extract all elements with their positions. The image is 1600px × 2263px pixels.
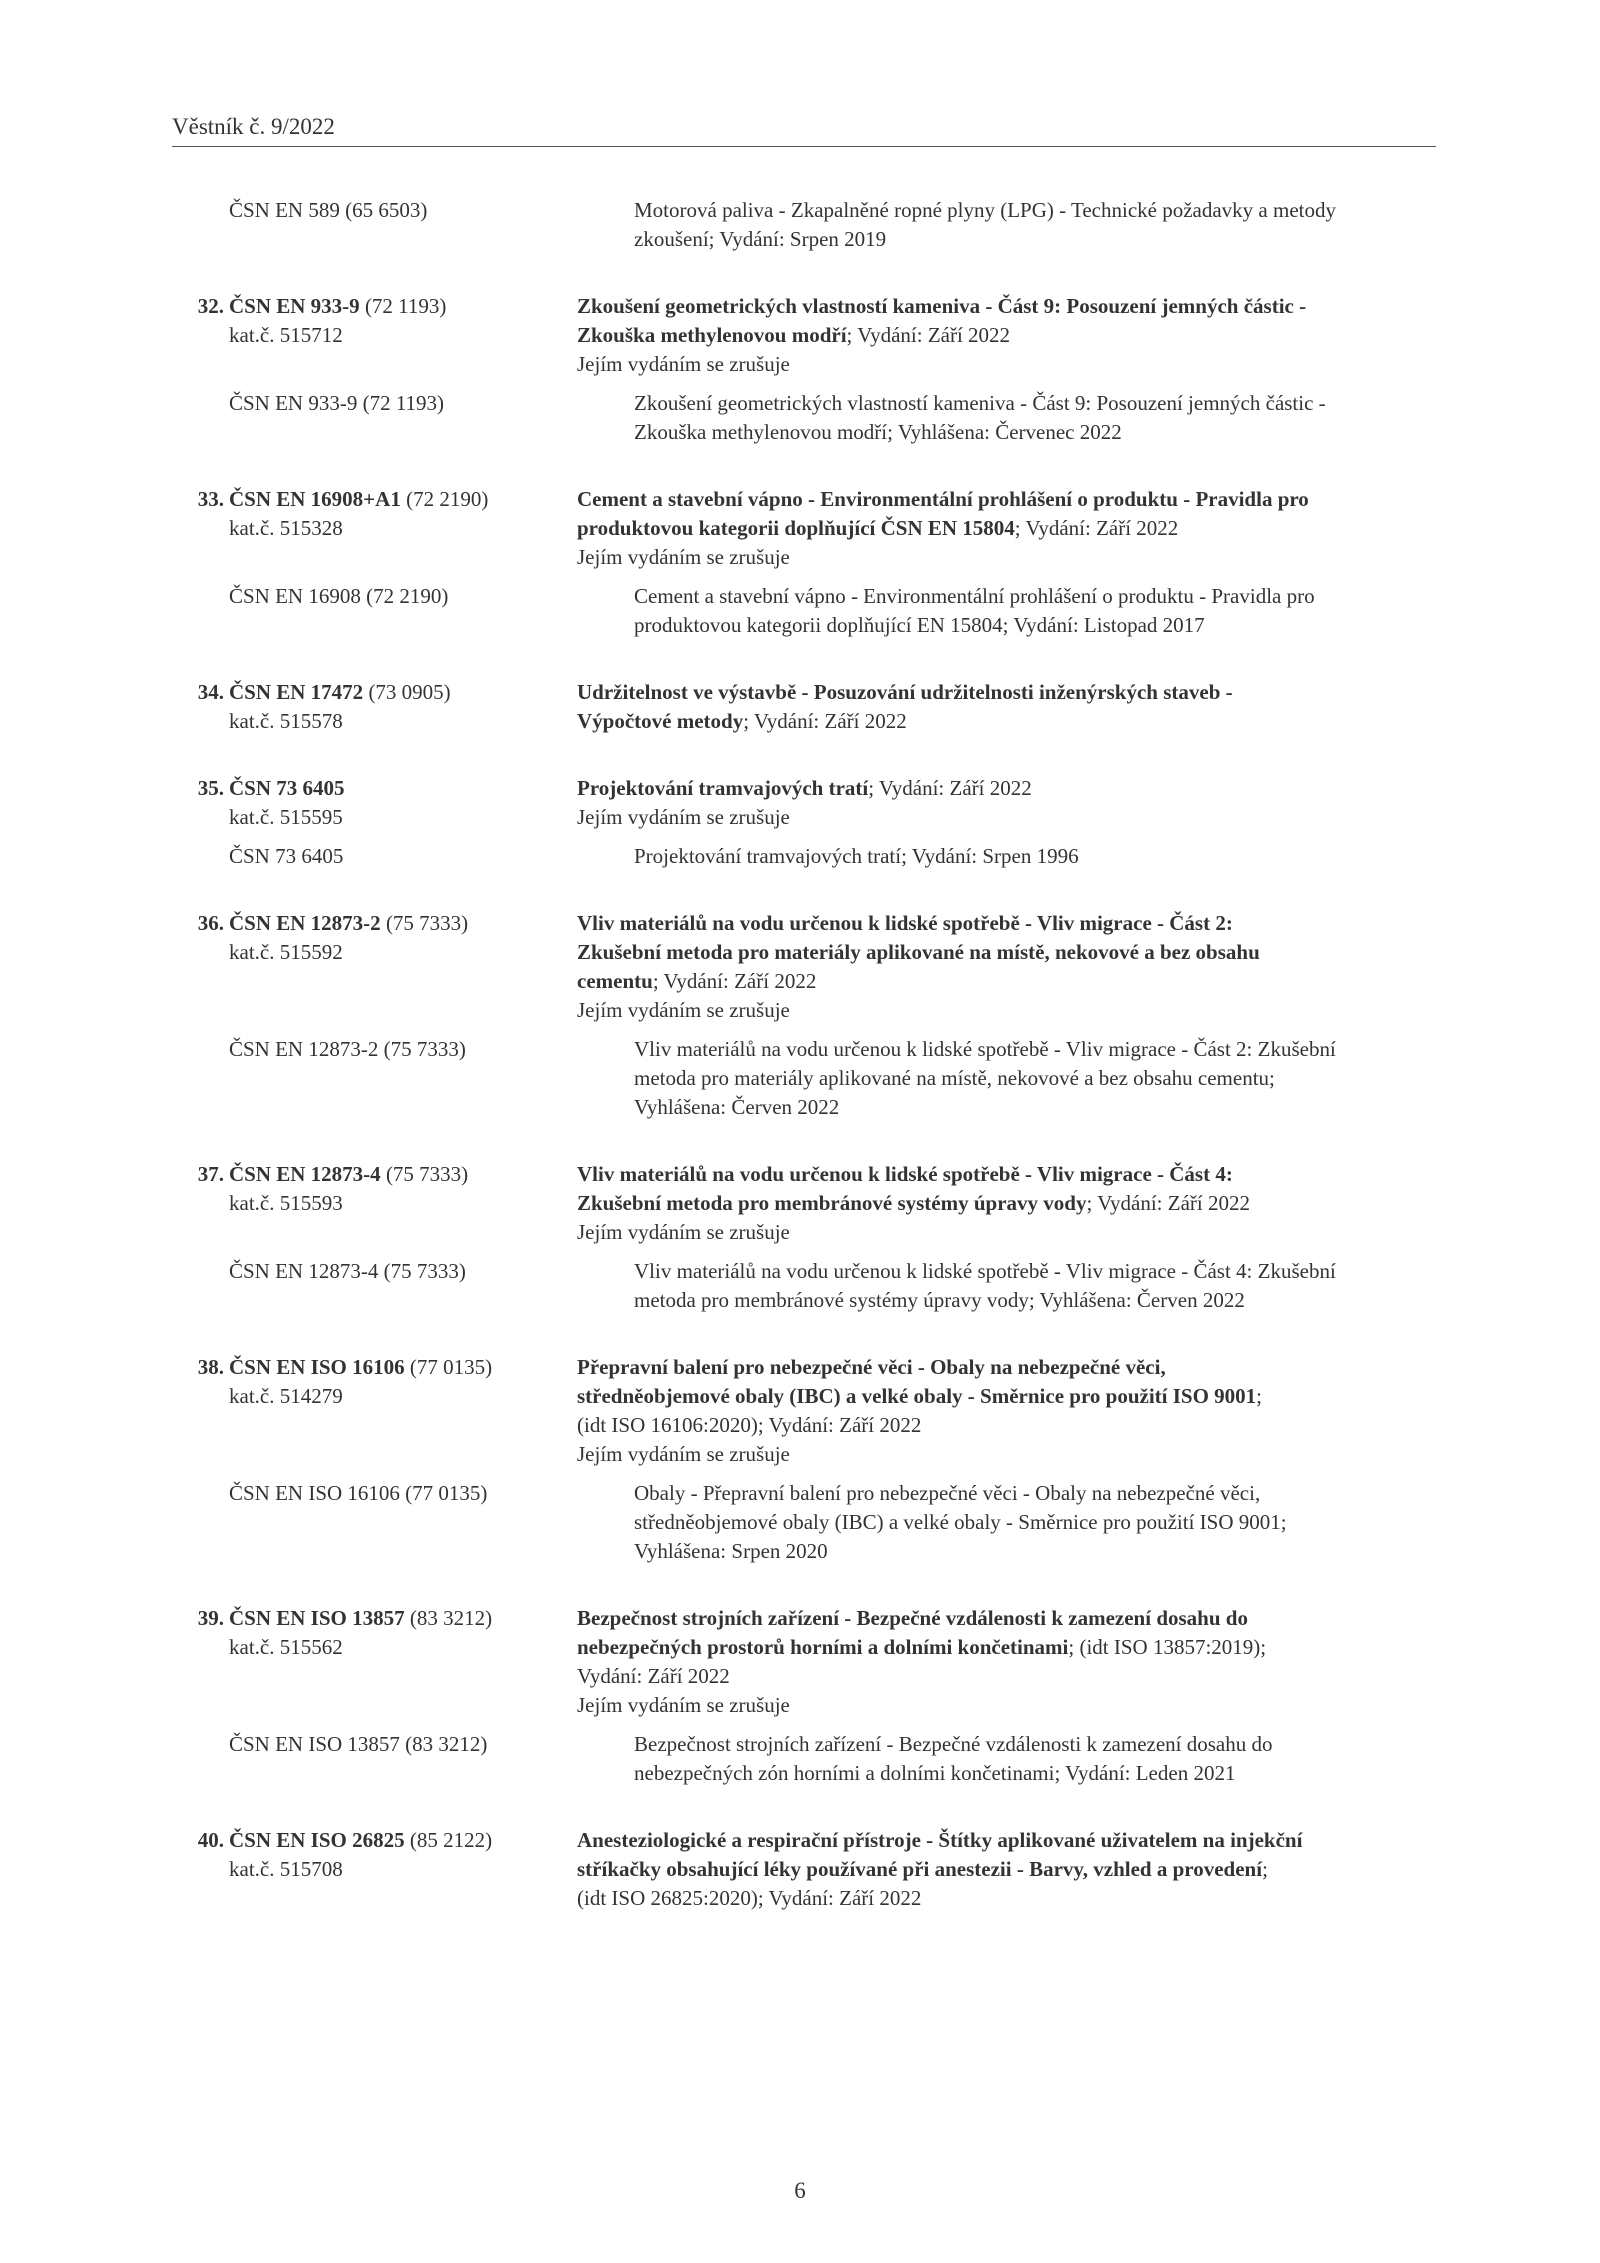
cancellation-note: Jejím vydáním se zrušuje (577, 545, 790, 569)
standard-code-line (172, 485, 577, 514)
title-normal: ; Vydání: Září 2022 (652, 969, 817, 993)
title-bold: stříkačky obsahující léky používané při anestezii - Barvy, vzhled a provedení (577, 1857, 1263, 1881)
standard-row (172, 909, 1436, 1025)
title-normal: ; Vydání: Září 2022 (743, 709, 907, 733)
standard-title (577, 292, 1435, 379)
standard-code-line (172, 1604, 577, 1633)
standard-title (577, 909, 1435, 1025)
standard-code (229, 1355, 492, 1379)
standard-title (577, 774, 1435, 832)
standard-code-bold: ČSN EN 12873-2 (229, 911, 381, 935)
cancellation-note: Jejím vydáním se zrušuje (577, 805, 790, 829)
title-bold: Udržitelnost ve výstavbě - Posuzování udržitelnosti inženýrských staveb - (577, 680, 1233, 704)
list-item-entry (172, 1353, 1436, 1566)
standard-title (577, 1826, 1435, 1913)
title-line (577, 1189, 1435, 1218)
page-number: 6 (794, 2178, 806, 2203)
standard-code-line (172, 292, 577, 321)
superseded-title (634, 842, 1492, 871)
standard-code (229, 911, 468, 935)
superseded-line: Zkoušení geometrických vlastností kameniva - Část 9: Posouzení jemných částic - (634, 391, 1326, 415)
standard-code-class: (85 2122) (404, 1828, 493, 1852)
standard-code-bold: ČSN EN 933-9 (229, 294, 360, 318)
title-line (577, 1884, 1435, 1913)
standard-title (577, 485, 1435, 572)
title-line (577, 514, 1435, 543)
entry-number: 37. (197, 1162, 224, 1186)
title-bold: Výpočtové metody (577, 709, 744, 733)
standard-code (229, 776, 345, 800)
catalog-number: kat.č. 515593 (229, 1191, 343, 1215)
title-line (577, 1633, 1435, 1662)
standard-code (229, 1606, 492, 1630)
catalog-number: kat.č. 514279 (229, 1384, 343, 1408)
title-normal: ; Vydání: Září 2022 (1014, 516, 1179, 540)
standard-code-bold: ČSN EN ISO 16106 (229, 1355, 405, 1379)
standards-list (172, 196, 1436, 1951)
cancellation-note: Jejím vydáním se zrušuje (577, 1693, 790, 1717)
superseded-line: Vliv materiálů na vodu určenou k lidské spotřebě - Vliv migrace - Část 2: Zkušební (634, 1037, 1336, 1061)
title-normal: ; Vydání: Září 2022 (868, 776, 1032, 800)
entry-number: 38. (197, 1355, 224, 1379)
standard-code-line (172, 678, 577, 707)
superseded-title (634, 582, 1492, 640)
title-normal: ; (idt ISO 13857:2019); (1068, 1635, 1267, 1659)
standard-identifier (172, 292, 577, 379)
list-item-entry (172, 1160, 1436, 1315)
standard-identifier (172, 678, 577, 736)
standard-identifier (172, 485, 577, 572)
standard-code (229, 487, 488, 511)
standard-row (172, 1826, 1436, 1913)
superseded-standard-row (172, 1257, 1436, 1315)
standard-row (172, 1604, 1436, 1720)
title-line (577, 1353, 1435, 1382)
superseded-standard-row (172, 1035, 1436, 1122)
superseded-line: Cement a stavební vápno - Environmentální prohlášení o produktu - Pravidla pro (634, 584, 1315, 608)
standard-title (577, 678, 1435, 736)
standard-code-line (172, 1353, 577, 1382)
standard-row (172, 292, 1436, 379)
superseded-line: metoda pro materiály aplikované na místě, nekovové a bez obsahu cementu; (634, 1066, 1275, 1090)
list-item-entry (172, 1604, 1436, 1788)
title-bold: Zkouška methylenovou modří (577, 323, 847, 347)
standard-code-line (172, 1160, 577, 1189)
standard-code-line (172, 909, 577, 938)
superseded-title (634, 1479, 1492, 1566)
title-normal: (idt ISO 26825:2020); Vydání: Září 2022 (577, 1886, 922, 1910)
title-normal: ; (1262, 1857, 1268, 1881)
title-bold: Vliv materiálů na vodu určenou k lidské spotřebě - Vliv migrace - Část 4: (577, 1162, 1233, 1186)
superseded-code: ČSN EN 16908 (72 2190) (229, 584, 449, 608)
catalog-number: kat.č. 515328 (229, 516, 343, 540)
catalog-number: kat.č. 515562 (229, 1635, 343, 1659)
title-bold: Projektování tramvajových tratí (577, 776, 869, 800)
superseded-code: ČSN EN 12873-4 (75 7333) (229, 1259, 466, 1283)
superseded-line: Vyhlášena: Srpen 2020 (634, 1539, 828, 1563)
superseded-standard-row (172, 1479, 1436, 1566)
standard-code-class: (72 1193) (359, 294, 447, 318)
standard-code-bold: ČSN EN 12873-4 (229, 1162, 381, 1186)
standard-code-bold: ČSN EN 17472 (229, 680, 364, 704)
entry-number: 39. (197, 1606, 224, 1630)
standard-row (172, 485, 1436, 572)
title-line (577, 292, 1435, 321)
title-bold: Zkušební metoda pro membránové systémy úpravy vody (577, 1191, 1087, 1215)
title-line (577, 1826, 1435, 1855)
title-line (577, 774, 1435, 803)
title-line (577, 678, 1435, 707)
title-line (577, 1604, 1435, 1633)
catalog-number: kat.č. 515712 (229, 323, 343, 347)
list-item-entry (172, 678, 1436, 736)
superseded-title (634, 1257, 1492, 1315)
superseded-code: ČSN EN ISO 13857 (83 3212) (229, 1732, 488, 1756)
title-bold: Vliv materiálů na vodu určenou k lidské spotřebě - Vliv migrace - Část 2: (577, 911, 1233, 935)
cancellation-note: Jejím vydáním se zrušuje (577, 1220, 790, 1244)
standard-code-bold: ČSN EN 16908+A1 (229, 487, 401, 511)
standard-code (229, 294, 446, 318)
standard-title (577, 1353, 1435, 1469)
standard-code-line (172, 1826, 577, 1855)
superseded-standard-row (172, 196, 1436, 254)
entry-number: 40. (197, 1828, 224, 1852)
standard-code-class: (75 7333) (380, 1162, 469, 1186)
title-bold: Bezpečnost strojních zařízení - Bezpečné vzdálenosti k zamezení dosahu do (577, 1606, 1248, 1630)
superseded-code: ČSN EN 589 (65 6503) (229, 198, 428, 222)
superseded-title (634, 196, 1492, 254)
title-normal: ; (1256, 1384, 1263, 1408)
standard-code-class: (77 0135) (404, 1355, 493, 1379)
superseded-title (634, 1730, 1492, 1788)
title-line (577, 321, 1435, 350)
list-item-entry (172, 1826, 1436, 1913)
superseded-line: Projektování tramvajových tratí; Vydání: Srpen 1996 (634, 844, 1079, 868)
title-line (577, 1855, 1435, 1884)
title-bold: Anesteziologické a respirační přístroje - Štítky aplikované uživatelem na injekční (577, 1828, 1303, 1852)
entry-number: 36. (197, 911, 224, 935)
title-line (577, 967, 1435, 996)
superseded-line: Bezpečnost strojních zařízení - Bezpečné vzdálenosti k zamezení dosahu do (634, 1732, 1273, 1756)
superseded-standard-row (172, 842, 1436, 871)
superseded-title (634, 1035, 1492, 1122)
title-bold: Zkoušení geometrických vlastností kameniva - Část 9: Posouzení jemných částic - (577, 294, 1307, 318)
superseded-line: metoda pro membránové systémy úpravy vody; Vyhlášena: Červen 2022 (634, 1288, 1245, 1312)
title-bold: cementu (577, 969, 653, 993)
standard-title (577, 1160, 1435, 1247)
standard-code (229, 680, 451, 704)
entry-number: 32. (197, 294, 224, 318)
standard-code (229, 1162, 468, 1186)
catalog-number: kat.č. 515595 (229, 805, 343, 829)
superseded-line: Zkouška methylenovou modří; Vyhlášena: Červenec 2022 (634, 420, 1122, 444)
superseded-line: Vyhlášena: Červen 2022 (634, 1095, 840, 1119)
superseded-line: nebezpečných zón horními a dolními končetinami; Vydání: Leden 2021 (634, 1761, 1236, 1785)
title-bold: Zkušební metoda pro materiály aplikované na místě, nekovové a bez obsahu (577, 940, 1260, 964)
standard-identifier (172, 1353, 577, 1469)
title-line (577, 485, 1435, 514)
standard-title (577, 1604, 1435, 1720)
title-line (577, 938, 1435, 967)
title-bold: Přepravní balení pro nebezpečné věci - Obaly na nebezpečné věci, (577, 1355, 1166, 1379)
title-line (577, 707, 1435, 736)
title-normal: (idt ISO 16106:2020); Vydání: Září 2022 (577, 1413, 922, 1437)
title-bold: středněobjemové obaly (IBC) a velké obaly - Směrnice pro použití ISO 9001 (577, 1384, 1257, 1408)
entry-number: 35. (197, 776, 224, 800)
title-bold: nebezpečných prostorů horními a dolními končetinami (577, 1635, 1069, 1659)
standard-row (172, 1353, 1436, 1469)
standard-identifier (172, 1826, 577, 1913)
standard-row (172, 678, 1436, 736)
standard-identifier (172, 1160, 577, 1247)
standard-code-class: (75 7333) (380, 911, 469, 935)
standard-code-bold: ČSN 73 6405 (229, 776, 345, 800)
title-line (577, 909, 1435, 938)
list-item-entry (172, 292, 1436, 447)
list-item-entry (172, 909, 1436, 1122)
title-normal: ; Vydání: Září 2022 (1086, 1191, 1250, 1215)
catalog-number: kat.č. 515708 (229, 1857, 343, 1881)
list-item-prelude (172, 196, 1436, 254)
journal-title: Věstník č. 9/2022 (172, 114, 335, 139)
superseded-code: ČSN EN 933-9 (72 1193) (229, 391, 445, 415)
catalog-number: kat.č. 515592 (229, 940, 343, 964)
entries-container (172, 292, 1436, 1913)
title-line (577, 1160, 1435, 1189)
standard-row (172, 1160, 1436, 1247)
title-bold: Cement a stavební vápno - Environmentální prohlášení o produktu - Pravidla pro (577, 487, 1309, 511)
superseded-line: Motorová paliva - Zkapalněné ropné plyny (LPG) - Technické požadavky a metody (634, 198, 1336, 222)
superseded-code: ČSN 73 6405 (229, 844, 344, 868)
entry-number: 33. (197, 487, 224, 511)
list-item-entry (172, 774, 1436, 871)
standard-identifier (172, 1604, 577, 1720)
cancellation-note: Jejím vydáním se zrušuje (577, 998, 790, 1022)
title-line (577, 1411, 1435, 1440)
superseded-code: ČSN EN ISO 16106 (77 0135) (229, 1481, 488, 1505)
title-line (577, 1662, 1435, 1691)
superseded-line: Vliv materiálů na vodu určenou k lidské spotřebě - Vliv migrace - Část 4: Zkušební (634, 1259, 1336, 1283)
standard-code-bold: ČSN EN ISO 26825 (229, 1828, 405, 1852)
title-line (577, 1382, 1435, 1411)
title-bold: produktovou kategorii doplňující ČSN EN 15804 (577, 516, 1015, 540)
standard-code-class: (73 0905) (363, 680, 451, 704)
superseded-line: zkoušení; Vydání: Srpen 2019 (634, 227, 887, 251)
superseded-code: ČSN EN 12873-2 (75 7333) (229, 1037, 466, 1061)
superseded-line: Obaly - Přepravní balení pro nebezpečné věci - Obaly na nebezpečné věci, (634, 1481, 1261, 1505)
superseded-standard-row (172, 582, 1436, 640)
standard-code (229, 1828, 492, 1852)
standard-code-class: (72 2190) (400, 487, 489, 511)
superseded-line: středněobjemové obaly (IBC) a velké obaly - Směrnice pro použití ISO 9001; (634, 1510, 1287, 1534)
catalog-number: kat.č. 515578 (229, 709, 343, 733)
superseded-line: produktovou kategorii doplňující EN 15804; Vydání: Listopad 2017 (634, 613, 1205, 637)
list-item-entry (172, 485, 1436, 640)
superseded-standard-row (172, 1730, 1436, 1788)
superseded-standard-row (172, 389, 1436, 447)
entry-number: 34. (197, 680, 224, 704)
standard-identifier (172, 774, 577, 832)
superseded-title (634, 389, 1492, 447)
cancellation-note: Jejím vydáním se zrušuje (577, 352, 790, 376)
standard-code-bold: ČSN EN ISO 13857 (229, 1606, 405, 1630)
page-header (172, 112, 1436, 147)
title-normal: Vydání: Září 2022 (577, 1664, 730, 1688)
cancellation-note: Jejím vydáním se zrušuje (577, 1442, 790, 1466)
standard-code-line (172, 774, 577, 803)
standard-code-class: (83 3212) (404, 1606, 493, 1630)
standard-row (172, 774, 1436, 832)
title-normal: ; Vydání: Září 2022 (846, 323, 1011, 347)
standard-identifier (172, 909, 577, 1025)
